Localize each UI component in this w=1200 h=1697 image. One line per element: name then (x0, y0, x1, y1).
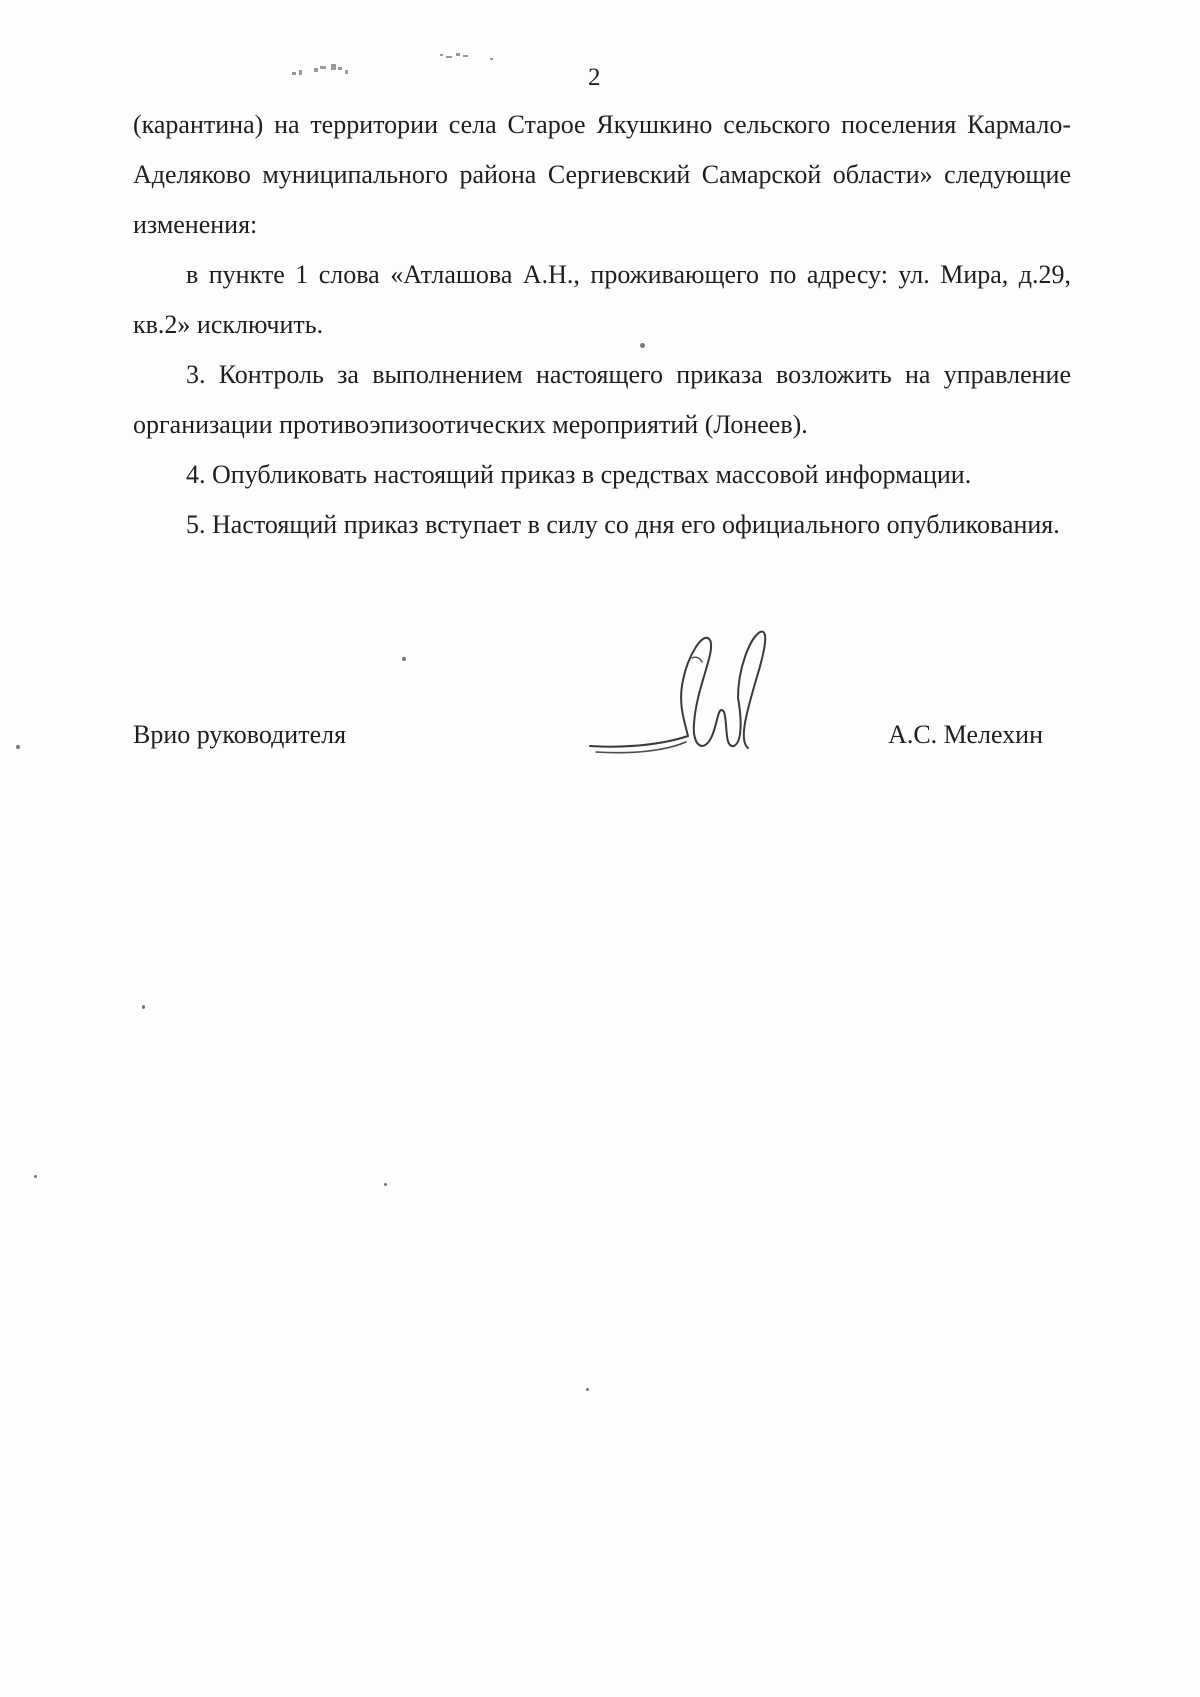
paragraph-item-5: 5. Настоящий приказ вступает в силу со дня его официального опубликования. (186, 510, 1060, 539)
scan-artifact-marks (290, 52, 530, 92)
paragraph-item-3: 3. Контроль за выполнением настоящего приказа возложить на управление организации противоэпизоотических мероприятий (Лонеев). (133, 360, 1071, 439)
signature-block (133, 628, 1071, 778)
signer-position: Врио руководителя (133, 720, 347, 749)
paragraph-item-4: 4. Опубликовать настоящий приказ в средствах массовой информации. (186, 460, 972, 489)
scan-speck (142, 1005, 145, 1009)
scan-speck (402, 657, 406, 661)
document-body (133, 100, 1071, 550)
scan-speck (384, 1183, 387, 1186)
scan-speck (640, 343, 645, 348)
scan-speck (34, 1175, 37, 1178)
scan-speck (586, 1388, 589, 1391)
scan-speck (16, 745, 20, 749)
page-number: 2 (588, 64, 601, 91)
signer-name: А.С. Мелехин (888, 720, 1043, 749)
paragraph-amendment: в пункте 1 слова «Атлашова А.Н., проживающего по адресу: ул. Мира, д.29, кв.2» исключить. (133, 260, 1071, 339)
paragraph-continuation: (карантина) на территории села Старое Якушкино сельского поселения Кармало-Аделяково муниципального района Сергиевский Самарской области» следующие изменения: (133, 110, 1071, 239)
handwritten-signature (588, 628, 788, 768)
